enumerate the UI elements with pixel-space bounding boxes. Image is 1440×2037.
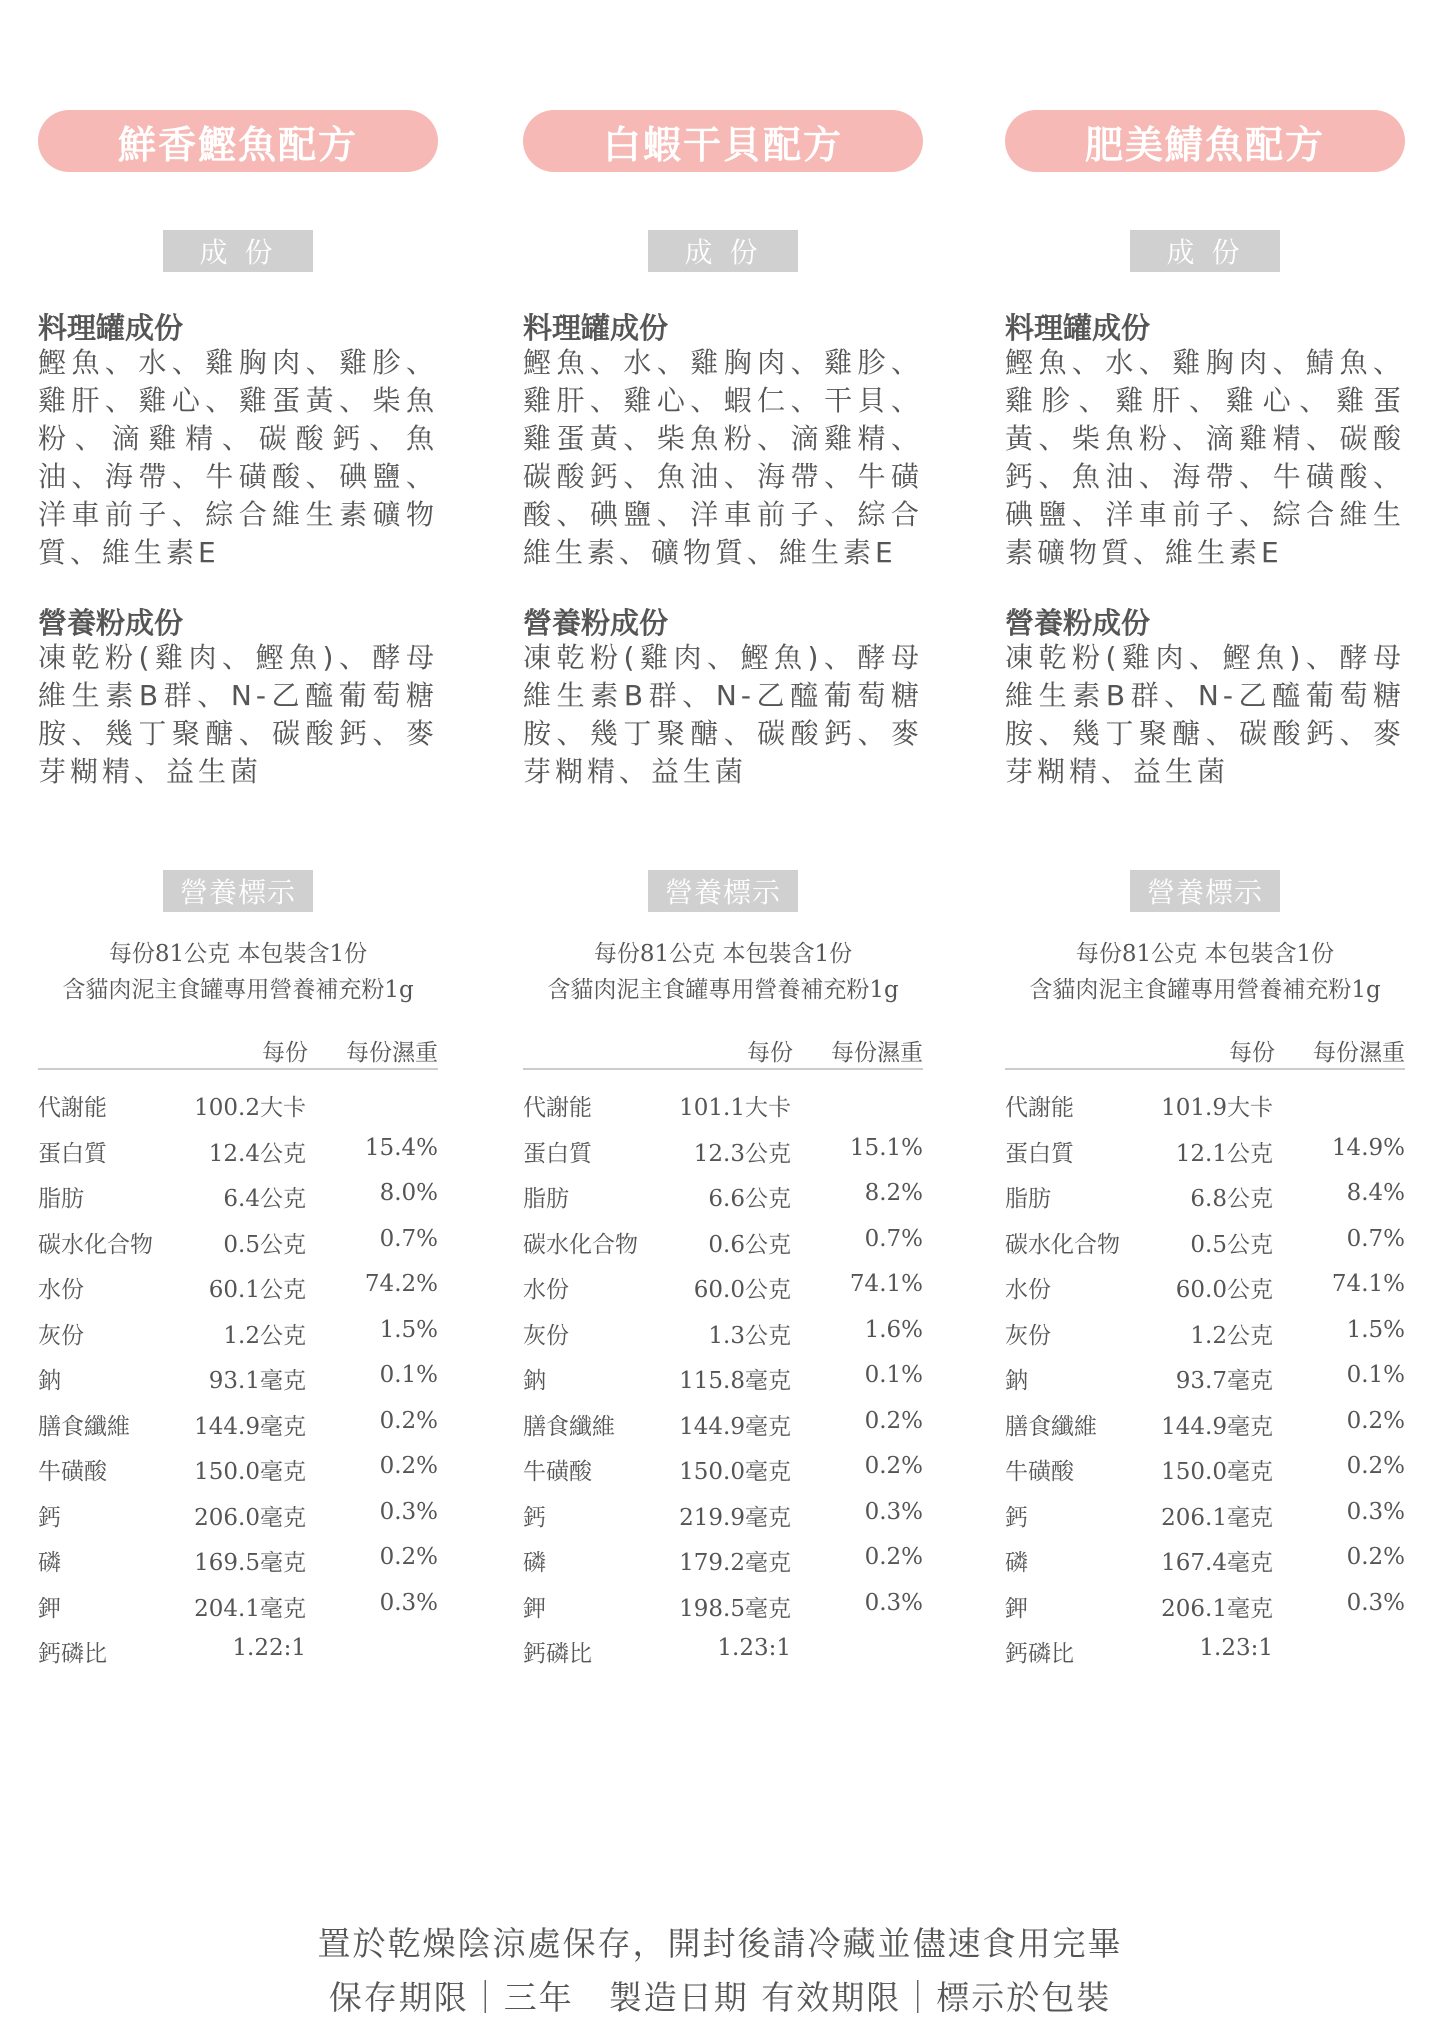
nutrient-value: 0.5公克	[1190, 1231, 1273, 1258]
nutrient-value: 198.5毫克	[679, 1595, 791, 1622]
recipe-title: 肥美鯖魚配方	[1005, 110, 1405, 172]
shelf-life-info: 保存期限｜三年 製造日期 有效期限｜標示於包裝	[328, 1978, 1112, 2017]
nutrient-percent: 0.2%	[864, 1544, 923, 1570]
nutrient-value: 206.1毫克	[1161, 1504, 1273, 1531]
nutrient-percent: 0.3%	[379, 1589, 438, 1616]
nutrient-name: 脂肪	[523, 1186, 569, 1212]
nutrition-row	[38, 1631, 438, 1677]
nutrient-value: 144.9毫克	[679, 1413, 791, 1440]
header-per-serving: 每份	[747, 1040, 793, 1066]
nutrient-name: 蛋白質	[38, 1140, 107, 1167]
nutrient-value: 12.1公克	[1175, 1140, 1273, 1167]
nutrient-percent: 0.2%	[379, 1453, 438, 1479]
nutrient-percent: 14.9%	[1331, 1134, 1405, 1161]
nutrient-name: 代謝能	[38, 1095, 107, 1121]
nutrition-row	[523, 1313, 923, 1359]
recipe-title: 白蝦干貝配方	[523, 110, 923, 172]
ingredients-badge: 成 份	[648, 230, 798, 272]
nutrient-name: 鈣	[1005, 1504, 1028, 1531]
nutrition-row	[1005, 1267, 1405, 1313]
nutrient-percent: 0.3%	[1346, 1589, 1405, 1616]
nutrient-name: 磷	[38, 1550, 61, 1576]
nutrient-name: 鈣磷比	[1005, 1641, 1074, 1667]
nutrient-value: 169.5毫克	[194, 1550, 306, 1576]
nutrient-name: 膳食纖維	[1005, 1413, 1097, 1440]
nutrient-percent: 15.4%	[364, 1134, 438, 1161]
powder-ingredients-heading: 營養粉成份	[38, 606, 184, 640]
nutrition-row	[38, 1176, 438, 1222]
nutrient-value: 12.4公克	[208, 1140, 306, 1167]
header-wet-weight: 每份濕重	[831, 1040, 923, 1066]
nutrient-percent: 1.5%	[1346, 1316, 1405, 1343]
nutrient-value: 206.0毫克	[194, 1504, 306, 1531]
nutrition-row	[38, 1313, 438, 1359]
nutrient-percent: 0.2%	[864, 1407, 923, 1434]
nutrient-value: 115.8毫克	[679, 1368, 791, 1394]
nutrition-row	[38, 1495, 438, 1541]
nutrient-percent: 0.7%	[864, 1225, 923, 1252]
nutrient-name: 鈣磷比	[38, 1641, 107, 1667]
nutrient-value: 60.0公克	[1175, 1277, 1273, 1303]
nutrient-percent: 74.1%	[849, 1271, 923, 1297]
nutrition-table-body	[523, 1085, 923, 1677]
nutrient-name: 膳食纖維	[523, 1413, 615, 1440]
nutrient-percent: 8.4%	[1346, 1180, 1405, 1206]
nutrition-badge: 營養標示	[1130, 870, 1280, 912]
nutrient-value: 60.1公克	[208, 1277, 306, 1303]
nutrient-percent: 8.0%	[379, 1180, 438, 1206]
nutrient-percent: 1.5%	[379, 1316, 438, 1343]
can-ingredients-text: 鰹魚、水、雞胸肉、鯖魚、雞胗、雞肝、雞心、雞蛋黃、柴魚粉、滴雞精、碳酸鈣、魚油、海帶、牛磺酸、碘鹽、洋車前子、綜合維生素礦物質、維生素E	[1005, 346, 1405, 569]
nutrient-percent: 15.1%	[849, 1134, 923, 1161]
nutrition-badge: 營養標示	[648, 870, 798, 912]
nutrient-percent: 0.2%	[864, 1453, 923, 1479]
nutrient-value: 150.0毫克	[679, 1459, 791, 1485]
serving-line-2: 含貓肉泥主食罐專用營養補充粉1g	[62, 977, 414, 1003]
powder-ingredients-heading: 營養粉成份	[1005, 606, 1151, 640]
nutrient-value: 144.9毫克	[194, 1413, 306, 1440]
nutrition-row	[38, 1586, 438, 1632]
nutrient-name: 鈣	[523, 1504, 546, 1531]
nutrition-table-body	[1005, 1085, 1405, 1677]
nutrient-percent: 0.2%	[1346, 1453, 1405, 1479]
nutrient-name: 蛋白質	[1005, 1140, 1074, 1167]
nutrient-name: 蛋白質	[523, 1140, 592, 1167]
nutrient-value: 1.23:1	[717, 1635, 791, 1661]
nutrient-percent: 0.2%	[379, 1544, 438, 1570]
nutrient-percent: 0.2%	[1346, 1407, 1405, 1434]
nutrient-value: 204.1毫克	[194, 1595, 306, 1622]
nutrient-value: 219.9毫克	[679, 1504, 791, 1531]
nutrient-name: 鈣磷比	[523, 1641, 592, 1667]
serving-info	[523, 936, 923, 1008]
nutrient-value: 150.0毫克	[1161, 1459, 1273, 1485]
nutrition-row	[1005, 1540, 1405, 1586]
nutrient-percent: 0.1%	[864, 1362, 923, 1388]
nutrient-value: 179.2毫克	[679, 1550, 791, 1576]
nutrient-name: 代謝能	[523, 1095, 592, 1121]
nutrition-table-header	[523, 1030, 923, 1070]
nutrient-name: 水份	[523, 1277, 569, 1303]
can-ingredients-heading: 料理罐成份	[523, 311, 669, 345]
nutrient-value: 60.0公克	[693, 1277, 791, 1303]
nutrient-value: 101.1大卡	[679, 1095, 791, 1121]
serving-line-1: 每份81公克 本包裝含1份	[108, 941, 368, 967]
nutrient-name: 牛磺酸	[1005, 1459, 1074, 1485]
nutrient-percent: 0.2%	[379, 1407, 438, 1434]
nutrition-table-header	[38, 1030, 438, 1070]
nutrition-row	[523, 1267, 923, 1313]
nutrient-value: 144.9毫克	[1161, 1413, 1273, 1440]
nutrition-row	[523, 1540, 923, 1586]
header-per-serving: 每份	[262, 1040, 308, 1066]
nutrient-name: 鉀	[1005, 1595, 1028, 1622]
serving-line-1: 每份81公克 本包裝含1份	[593, 941, 853, 967]
nutrient-name: 鈉	[1005, 1368, 1028, 1394]
nutrient-value: 1.3公克	[708, 1322, 791, 1349]
nutrient-value: 6.6公克	[708, 1186, 791, 1212]
nutrient-percent: 0.3%	[864, 1589, 923, 1616]
nutrition-row	[38, 1085, 438, 1131]
nutrient-value: 1.2公克	[223, 1322, 306, 1349]
nutrient-name: 脂肪	[38, 1186, 84, 1212]
nutrient-percent: 74.2%	[364, 1271, 438, 1297]
nutrient-value: 12.3公克	[693, 1140, 791, 1167]
header-per-serving: 每份	[1229, 1040, 1275, 1066]
nutrient-percent: 0.3%	[379, 1498, 438, 1525]
nutrient-name: 脂肪	[1005, 1186, 1051, 1212]
nutrient-name: 磷	[523, 1550, 546, 1576]
header-wet-weight: 每份濕重	[346, 1040, 438, 1066]
powder-ingredients-text: 凍乾粉(雞肉、鰹魚)、酵母維生素B群、N-乙醯葡萄糖胺、幾丁聚醣、碳酸鈣、麥芽糊精、益生菌	[38, 641, 438, 788]
nutrition-row	[38, 1222, 438, 1268]
nutrient-percent: 74.1%	[1331, 1271, 1405, 1297]
nutrient-name: 磷	[1005, 1550, 1028, 1576]
can-ingredients-text: 鰹魚、水、雞胸肉、雞胗、雞肝、雞心、蝦仁、干貝、雞蛋黃、柴魚粉、滴雞精、碳酸鈣、魚油、海帶、牛磺酸、碘鹽、洋車前子、綜合維生素、礦物質、維生素E	[523, 346, 923, 569]
nutrient-percent: 1.6%	[864, 1316, 923, 1343]
nutrient-percent: 0.3%	[864, 1498, 923, 1525]
powder-ingredients-heading: 營養粉成份	[523, 606, 669, 640]
nutrient-percent: 0.1%	[1346, 1362, 1405, 1388]
nutrient-percent: 0.3%	[1346, 1498, 1405, 1525]
serving-line-2: 含貓肉泥主食罐專用營養補充粉1g	[547, 977, 899, 1003]
nutrition-row	[38, 1449, 438, 1495]
nutrition-row	[38, 1358, 438, 1404]
nutrient-value: 6.4公克	[223, 1186, 306, 1212]
nutrient-value: 6.8公克	[1190, 1186, 1273, 1212]
nutrient-value: 101.9大卡	[1161, 1095, 1273, 1121]
nutrient-name: 灰份	[38, 1322, 84, 1349]
nutrient-name: 牛磺酸	[523, 1459, 592, 1485]
nutrition-row	[1005, 1358, 1405, 1404]
nutrition-row	[1005, 1131, 1405, 1177]
nutrient-name: 水份	[1005, 1277, 1051, 1303]
nutrient-name: 碳水化合物	[1005, 1231, 1120, 1258]
nutrient-value: 93.1毫克	[208, 1368, 306, 1394]
nutrition-row	[1005, 1222, 1405, 1268]
powder-ingredients-text: 凍乾粉(雞肉、鰹魚)、酵母維生素B群、N-乙醯葡萄糖胺、幾丁聚醣、碳酸鈣、麥芽糊精、益生菌	[523, 641, 923, 788]
can-ingredients-text: 鰹魚、水、雞胸肉、雞胗、雞肝、雞心、雞蛋黃、柴魚粉、滴雞精、碳酸鈣、魚油、海帶、牛磺酸、碘鹽、洋車前子、綜合維生素礦物質、維生素E	[38, 346, 438, 569]
can-ingredients-heading: 料理罐成份	[1005, 311, 1151, 345]
nutrient-name: 碳水化合物	[523, 1231, 638, 1258]
nutrition-row	[38, 1404, 438, 1450]
nutrition-row	[523, 1631, 923, 1677]
nutrition-row	[38, 1131, 438, 1177]
nutrient-name: 鉀	[38, 1595, 61, 1622]
nutrient-percent: 0.7%	[379, 1225, 438, 1252]
nutrition-row	[523, 1176, 923, 1222]
nutrition-row	[523, 1449, 923, 1495]
nutrition-row	[1005, 1449, 1405, 1495]
storage-instructions: 置於乾燥陰涼處保存，開封後請冷藏並儘速食用完畢	[317, 1924, 1123, 1963]
nutrient-percent: 8.2%	[864, 1180, 923, 1206]
nutrition-badge: 營養標示	[163, 870, 313, 912]
nutrient-value: 1.23:1	[1199, 1635, 1273, 1661]
nutrition-row	[1005, 1085, 1405, 1131]
nutrient-value: 167.4毫克	[1161, 1550, 1273, 1576]
nutrition-row	[1005, 1176, 1405, 1222]
header-wet-weight: 每份濕重	[1313, 1040, 1405, 1066]
nutrition-row	[1005, 1586, 1405, 1632]
nutrient-name: 代謝能	[1005, 1095, 1074, 1121]
nutrient-value: 100.2大卡	[194, 1095, 306, 1121]
nutrient-percent: 0.1%	[379, 1362, 438, 1388]
powder-ingredients-text: 凍乾粉(雞肉、鰹魚)、酵母維生素B群、N-乙醯葡萄糖胺、幾丁聚醣、碳酸鈣、麥芽糊精、益生菌	[1005, 641, 1405, 788]
nutrient-name: 鈣	[38, 1504, 61, 1531]
nutrition-row	[1005, 1313, 1405, 1359]
nutrient-name: 水份	[38, 1277, 84, 1303]
serving-info	[38, 936, 438, 1008]
can-ingredients-heading: 料理罐成份	[38, 311, 184, 345]
nutrition-row	[1005, 1631, 1405, 1677]
nutrition-row	[1005, 1404, 1405, 1450]
nutrient-value: 0.6公克	[708, 1231, 791, 1258]
ingredients-badge: 成 份	[163, 230, 313, 272]
nutrient-value: 1.2公克	[1190, 1322, 1273, 1349]
nutrient-value: 93.7毫克	[1175, 1368, 1273, 1394]
nutrition-row	[1005, 1495, 1405, 1541]
nutrient-name: 膳食纖維	[38, 1413, 130, 1440]
nutrient-value: 0.5公克	[223, 1231, 306, 1258]
nutrition-row	[38, 1540, 438, 1586]
nutrient-value: 1.22:1	[232, 1635, 306, 1661]
nutrient-name: 碳水化合物	[38, 1231, 153, 1258]
nutrition-row	[523, 1495, 923, 1541]
nutrition-row	[523, 1222, 923, 1268]
serving-info	[1005, 936, 1405, 1008]
nutrient-name: 鈉	[523, 1368, 546, 1394]
serving-line-1: 每份81公克 本包裝含1份	[1075, 941, 1335, 967]
nutrient-name: 鉀	[523, 1595, 546, 1622]
nutrient-percent: 0.7%	[1346, 1225, 1405, 1252]
nutrient-percent: 0.2%	[1346, 1544, 1405, 1570]
nutrition-row	[38, 1267, 438, 1313]
ingredients-badge: 成 份	[1130, 230, 1280, 272]
nutrition-row	[523, 1085, 923, 1131]
nutrition-row	[523, 1404, 923, 1450]
recipe-title: 鮮香鰹魚配方	[38, 110, 438, 172]
nutrient-value: 206.1毫克	[1161, 1595, 1273, 1622]
nutrition-table-body	[38, 1085, 438, 1677]
nutrition-table-header	[1005, 1030, 1405, 1070]
nutrient-name: 牛磺酸	[38, 1459, 107, 1485]
nutrition-row	[523, 1586, 923, 1632]
nutrient-name: 鈉	[38, 1368, 61, 1394]
nutrition-row	[523, 1358, 923, 1404]
nutrient-name: 灰份	[1005, 1322, 1051, 1349]
nutrient-name: 灰份	[523, 1322, 569, 1349]
serving-line-2: 含貓肉泥主食罐專用營養補充粉1g	[1029, 977, 1381, 1003]
nutrient-value: 150.0毫克	[194, 1459, 306, 1485]
nutrition-row	[523, 1131, 923, 1177]
